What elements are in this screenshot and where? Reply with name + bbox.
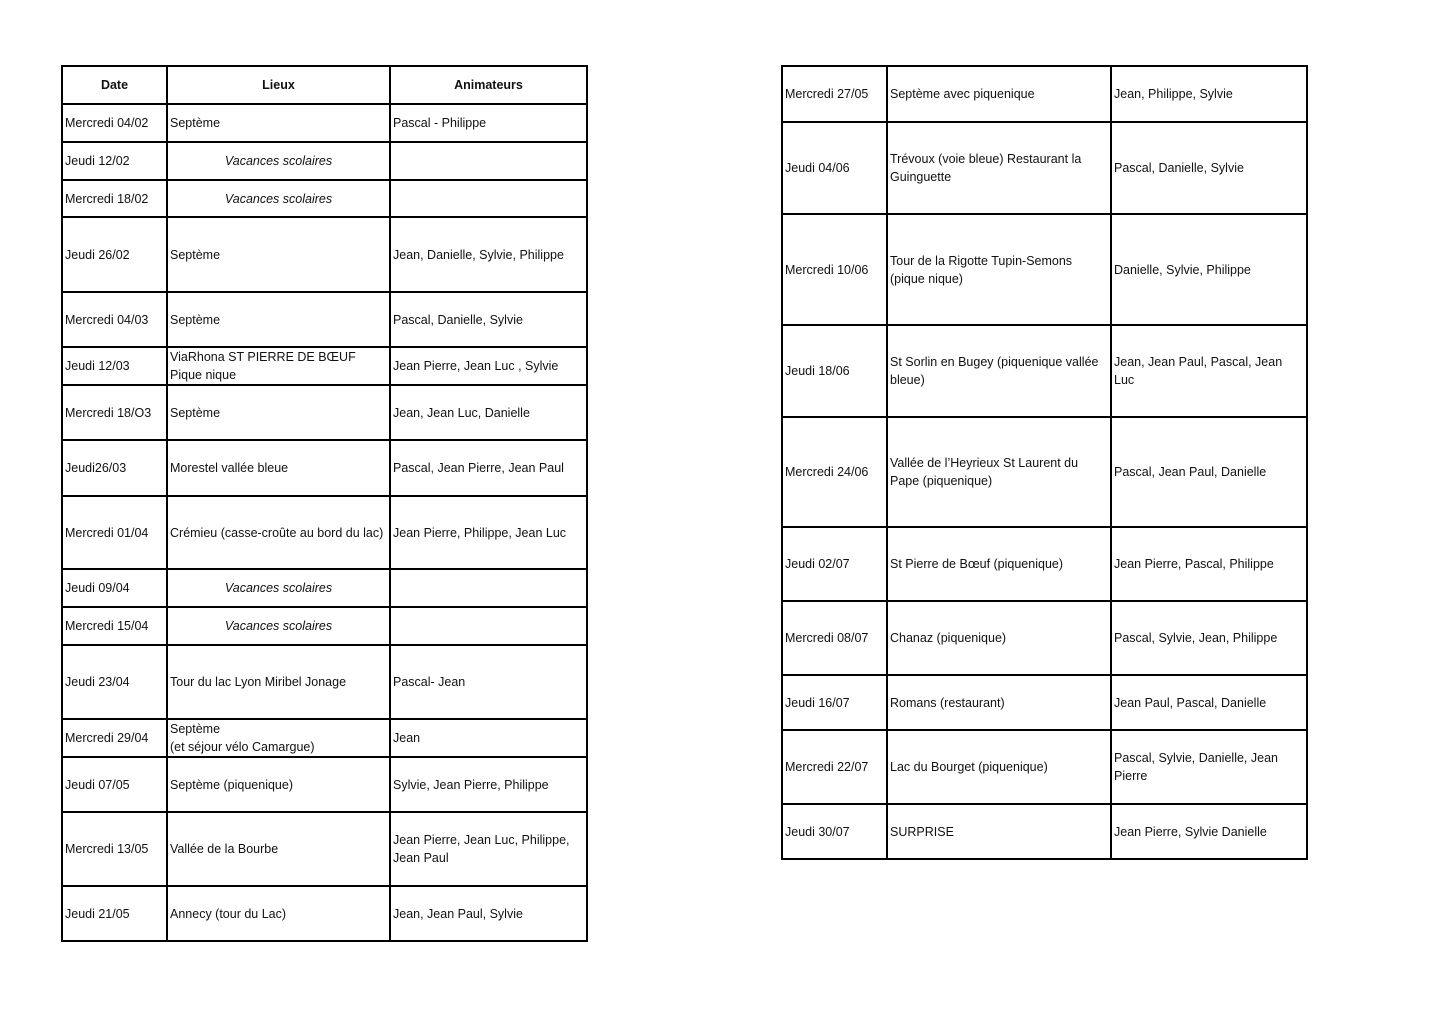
cell-date: Mercredi 27/05 xyxy=(782,66,887,122)
table-row xyxy=(62,496,587,569)
cell-date: Jeudi 12/03 xyxy=(62,347,167,385)
cell-lieux: Septème xyxy=(167,292,390,347)
cell-lieux: Septème xyxy=(167,104,390,142)
table-row xyxy=(782,804,1307,859)
cell-lieux: ViaRhona ST PIERRE DE BŒUF Pique nique xyxy=(167,347,390,385)
cell-lieux: Tour de la Rigotte Tupin-Semons (pique nique) xyxy=(887,214,1111,325)
table-row xyxy=(62,292,587,347)
cell-date: Mercredi 13/05 xyxy=(62,812,167,886)
table-row xyxy=(62,569,587,607)
cell-date: Mercredi 04/02 xyxy=(62,104,167,142)
cell-lieux: St Sorlin en Bugey (piquenique vallée bleue) xyxy=(887,325,1111,417)
schedule-table-right xyxy=(781,65,1308,860)
cell-date: Mercredi 01/04 xyxy=(62,496,167,569)
cell-date: Mercredi 08/07 xyxy=(782,601,887,675)
cell-animateurs: Jean Pierre, Philippe, Jean Luc xyxy=(390,496,587,569)
cell-date: Jeudi 18/06 xyxy=(782,325,887,417)
cell-lieux: Crémieu (casse-croûte au bord du lac) xyxy=(167,496,390,569)
table-row xyxy=(782,122,1307,214)
table-row xyxy=(782,527,1307,601)
header-animateurs: Animateurs xyxy=(390,66,587,104)
table-row xyxy=(782,214,1307,325)
cell-date: Jeudi 23/04 xyxy=(62,645,167,719)
cell-lieux: Lac du Bourget (piquenique) xyxy=(887,730,1111,804)
cell-date: Jeudi 21/05 xyxy=(62,886,167,941)
table-row xyxy=(782,417,1307,527)
cell-animateurs xyxy=(390,569,587,607)
cell-animateurs: Pascal, Danielle, Sylvie xyxy=(1111,122,1307,214)
table-row xyxy=(62,142,587,180)
cell-date: Jeudi 07/05 xyxy=(62,757,167,812)
cell-animateurs: Pascal - Philippe xyxy=(390,104,587,142)
cell-animateurs: Pascal- Jean xyxy=(390,645,587,719)
cell-animateurs: Jean xyxy=(390,719,587,757)
cell-date: Jeudi 04/06 xyxy=(782,122,887,214)
cell-lieux: Morestel vallée bleue xyxy=(167,440,390,496)
cell-lieux-vacances: Vacances scolaires xyxy=(167,569,390,607)
cell-animateurs: Jean Paul, Pascal, Danielle xyxy=(1111,675,1307,730)
cell-lieux: Septème avec piquenique xyxy=(887,66,1111,122)
table-row xyxy=(62,440,587,496)
cell-animateurs: Jean, Danielle, Sylvie, Philippe xyxy=(390,217,587,292)
cell-lieux: Septème (et séjour vélo Camargue) xyxy=(167,719,390,757)
cell-lieux: Septème (piquenique) xyxy=(167,757,390,812)
table-header-row xyxy=(62,66,587,104)
table-row xyxy=(62,607,587,645)
cell-lieux: Trévoux (voie bleue) Restaurant la Guinguette xyxy=(887,122,1111,214)
cell-animateurs: Jean, Jean Paul, Pascal, Jean Luc xyxy=(1111,325,1307,417)
cell-lieux: Chanaz (piquenique) xyxy=(887,601,1111,675)
cell-date: Jeudi26/03 xyxy=(62,440,167,496)
cell-date: Mercredi 18/02 xyxy=(62,180,167,217)
table-row xyxy=(62,385,587,440)
cell-date: Mercredi 15/04 xyxy=(62,607,167,645)
cell-lieux: Septème xyxy=(167,217,390,292)
cell-animateurs: Pascal, Sylvie, Danielle, Jean Pierre xyxy=(1111,730,1307,804)
cell-date: Mercredi 22/07 xyxy=(782,730,887,804)
cell-date: Jeudi 30/07 xyxy=(782,804,887,859)
table-row xyxy=(782,325,1307,417)
cell-animateurs xyxy=(390,142,587,180)
table-row xyxy=(62,812,587,886)
table-row xyxy=(62,645,587,719)
cell-lieux-vacances: Vacances scolaires xyxy=(167,180,390,217)
cell-lieux: Annecy (tour du Lac) xyxy=(167,886,390,941)
cell-lieux-vacances: Vacances scolaires xyxy=(167,607,390,645)
header-lieux: Lieux xyxy=(167,66,390,104)
cell-date: Jeudi 09/04 xyxy=(62,569,167,607)
cell-animateurs: Jean Pierre, Pascal, Philippe xyxy=(1111,527,1307,601)
cell-date: Jeudi 26/02 xyxy=(62,217,167,292)
header-date: Date xyxy=(62,66,167,104)
cell-animateurs: Pascal, Jean Pierre, Jean Paul xyxy=(390,440,587,496)
cell-date: Jeudi 16/07 xyxy=(782,675,887,730)
cell-lieux: SURPRISE xyxy=(887,804,1111,859)
cell-lieux-vacances: Vacances scolaires xyxy=(167,142,390,180)
cell-lieux: Septème xyxy=(167,385,390,440)
cell-lieux: Tour du lac Lyon Miribel Jonage xyxy=(167,645,390,719)
cell-date: Mercredi 10/06 xyxy=(782,214,887,325)
cell-animateurs: Jean, Jean Paul, Sylvie xyxy=(390,886,587,941)
table-row xyxy=(62,104,587,142)
cell-animateurs xyxy=(390,607,587,645)
cell-animateurs xyxy=(390,180,587,217)
table-row xyxy=(62,347,587,385)
table-row xyxy=(62,886,587,941)
table-row xyxy=(62,757,587,812)
cell-animateurs: Jean Pierre, Jean Luc, Philippe, Jean Paul xyxy=(390,812,587,886)
table-row xyxy=(62,719,587,757)
cell-date: Jeudi 12/02 xyxy=(62,142,167,180)
cell-lieux: Vallée de l’Heyrieux St Laurent du Pape (piquenique) xyxy=(887,417,1111,527)
cell-animateurs: Pascal, Jean Paul, Danielle xyxy=(1111,417,1307,527)
cell-animateurs: Jean, Jean Luc, Danielle xyxy=(390,385,587,440)
cell-date: Mercredi 18/O3 xyxy=(62,385,167,440)
cell-date: Mercredi 29/04 xyxy=(62,719,167,757)
cell-date: Jeudi 02/07 xyxy=(782,527,887,601)
table-row xyxy=(782,601,1307,675)
cell-animateurs: Jean, Philippe, Sylvie xyxy=(1111,66,1307,122)
cell-animateurs: Pascal, Sylvie, Jean, Philippe xyxy=(1111,601,1307,675)
table-row xyxy=(62,180,587,217)
cell-lieux: Romans (restaurant) xyxy=(887,675,1111,730)
cell-date: Mercredi 24/06 xyxy=(782,417,887,527)
table-row xyxy=(62,217,587,292)
cell-animateurs: Pascal, Danielle, Sylvie xyxy=(390,292,587,347)
cell-animateurs: Jean Pierre, Jean Luc , Sylvie xyxy=(390,347,587,385)
table-row xyxy=(782,730,1307,804)
cell-animateurs: Danielle, Sylvie, Philippe xyxy=(1111,214,1307,325)
cell-lieux: Vallée de la Bourbe xyxy=(167,812,390,886)
table-row xyxy=(782,675,1307,730)
schedule-table-left xyxy=(61,65,588,942)
cell-lieux: St Pierre de Bœuf (piquenique) xyxy=(887,527,1111,601)
cell-date: Mercredi 04/03 xyxy=(62,292,167,347)
cell-animateurs: Sylvie, Jean Pierre, Philippe xyxy=(390,757,587,812)
table-row xyxy=(782,66,1307,122)
cell-animateurs: Jean Pierre, Sylvie Danielle xyxy=(1111,804,1307,859)
